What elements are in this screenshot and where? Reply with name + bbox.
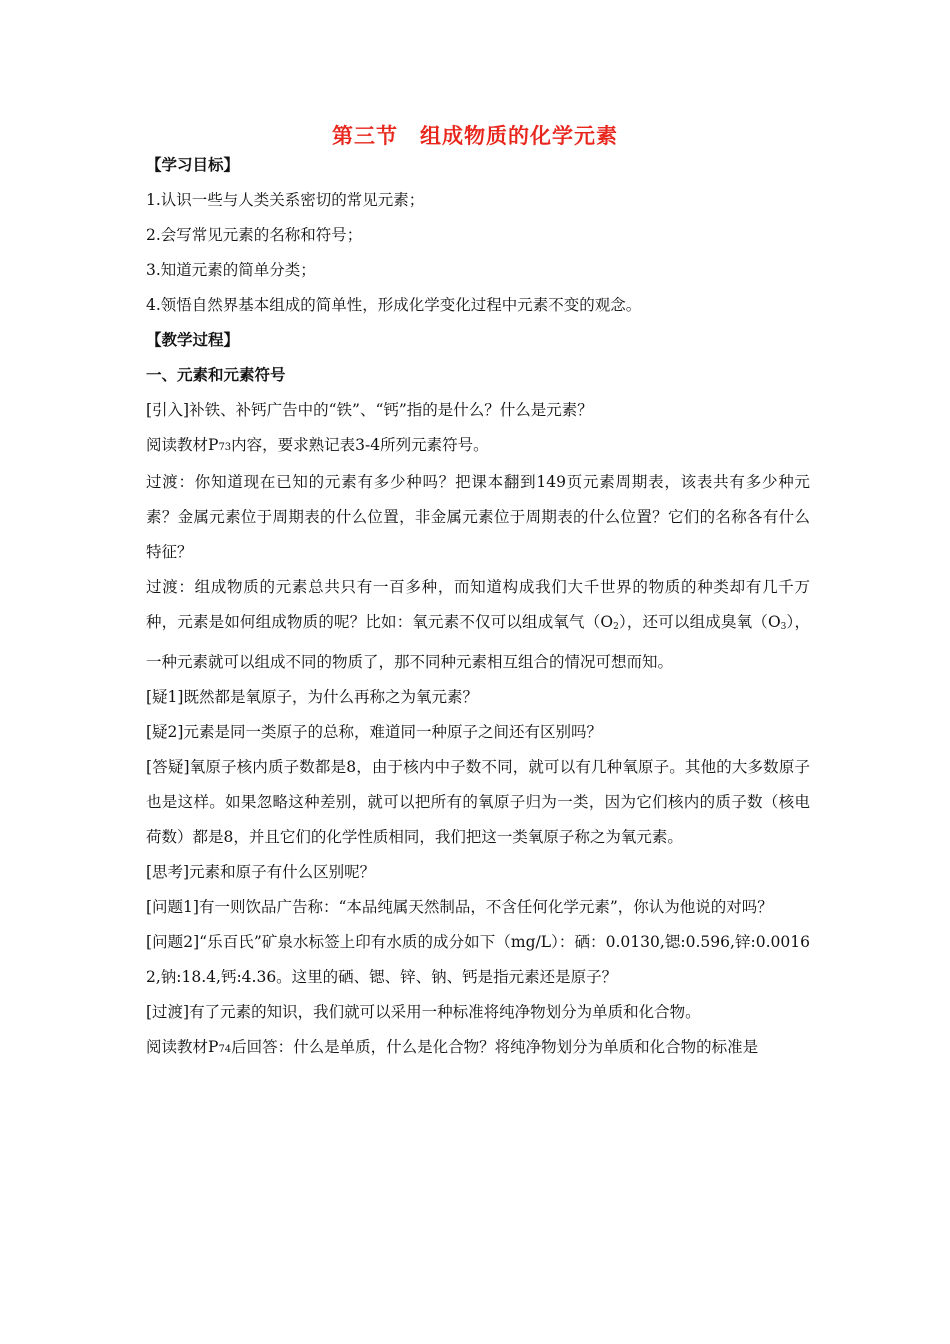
paragraph-transition-2 [146,570,810,680]
process-heading: 【教学过程】 [146,331,240,349]
paragraph-transition-1: 过渡：你知道现在已知的元素有多少种吗？把课本翻到149页元素周期表，该表共有多少种元素？金属元素位于周期表的什么位置，非金属元素位于周期表的什么位置？它们的名称各有什么特征？ [146,473,810,561]
paragraph-intro: [引入]补铁、补钙广告中的“铁”、“钙”指的是什么？什么是元素？ [146,401,593,419]
paragraph-problem-2: [问题2]“乐百氏”矿泉水标签上印有水质的成分如下（mg/L）：硒：0.0130,锶:0.596,锌:0.00162,钠:18.4,钙:4.36。这里的硒、锶、锌、钠、钙是指元素还是原子？ [146,933,810,986]
goal-item: 3.知道元素的简单分类； [146,261,316,279]
paragraph-read-1 [146,428,810,465]
text-run: 阅读教材P [146,1038,219,1056]
formula-subscript: 2 [613,622,619,632]
paragraph-transition-3: [过渡]有了元素的知识，我们就可以采用一种标准将纯净物划分为单质和化合物。 [146,1003,701,1021]
text-run: 过渡：组成物质的元素总共只有一百多种，而知道构成我们大千世界的物质的种类却有几千万种，元素是如何组成物质的呢？比如：氧元素不仅可以组成氧气（O [146,578,810,631]
document-body [146,148,810,1067]
goal-item: 2.会写常见元素的名称和符号； [146,226,363,244]
paragraph-think: [思考]元素和原子有什么区别呢？ [146,863,376,881]
text-run: 阅读教材P [146,436,219,454]
paragraph-answer: [答疑]氧原子核内质子数都是8，由于核内中子数不同，就可以有几种氧原子。其他的大多数原子也是这样。如果忽略这种差别，就可以把所有的氧原子归为一类，因为它们核内的质子数（核电荷数）都是8，并且它们的化学性质相同，我们把这一类氧原子称之为氧元素。 [146,758,810,846]
paragraph-read-2 [146,1030,810,1067]
text-run: 后回答：什么是单质，什么是化合物？将纯净物划分为单质和化合物的标准是 [231,1038,759,1056]
formula-subscript: 3 [780,622,787,632]
goal-item: 1.认识一些与人类关系密切的常见元素； [146,191,425,209]
text-run: ），还可以组成臭氧（O [618,613,781,631]
page-subscript: 73 [218,442,232,453]
text-run: 内容，要求熟记表3-4所列元素符号。 [231,436,489,454]
goals-heading: 【学习目标】 [146,156,240,174]
paragraph-question-2: [疑2]元素是同一类原子的总称，难道同一种原子之间还有区别吗？ [146,723,602,741]
page-title: 第三节 组成物质的化学元素 [332,124,618,148]
paragraph-problem-1: [问题1]有一则饮品广告称：“本品纯属天然制品，不含任何化学元素”，你认为他说的对吗？ [146,898,773,916]
text-run: ），一种元素就可以组成不同的物质了，那不同种元素相互组合的情况可想而知。 [146,613,810,671]
page-subscript: 74 [218,1044,232,1055]
paragraph-question-1: [疑1]既然都是氧原子，为什么再称之为氧元素？ [146,688,478,706]
section-heading: 一、元素和元素符号 [146,366,286,384]
goal-item: 4.领悟自然界基本组成的简单性，形成化学变化过程中元素不变的观念。 [146,296,642,314]
